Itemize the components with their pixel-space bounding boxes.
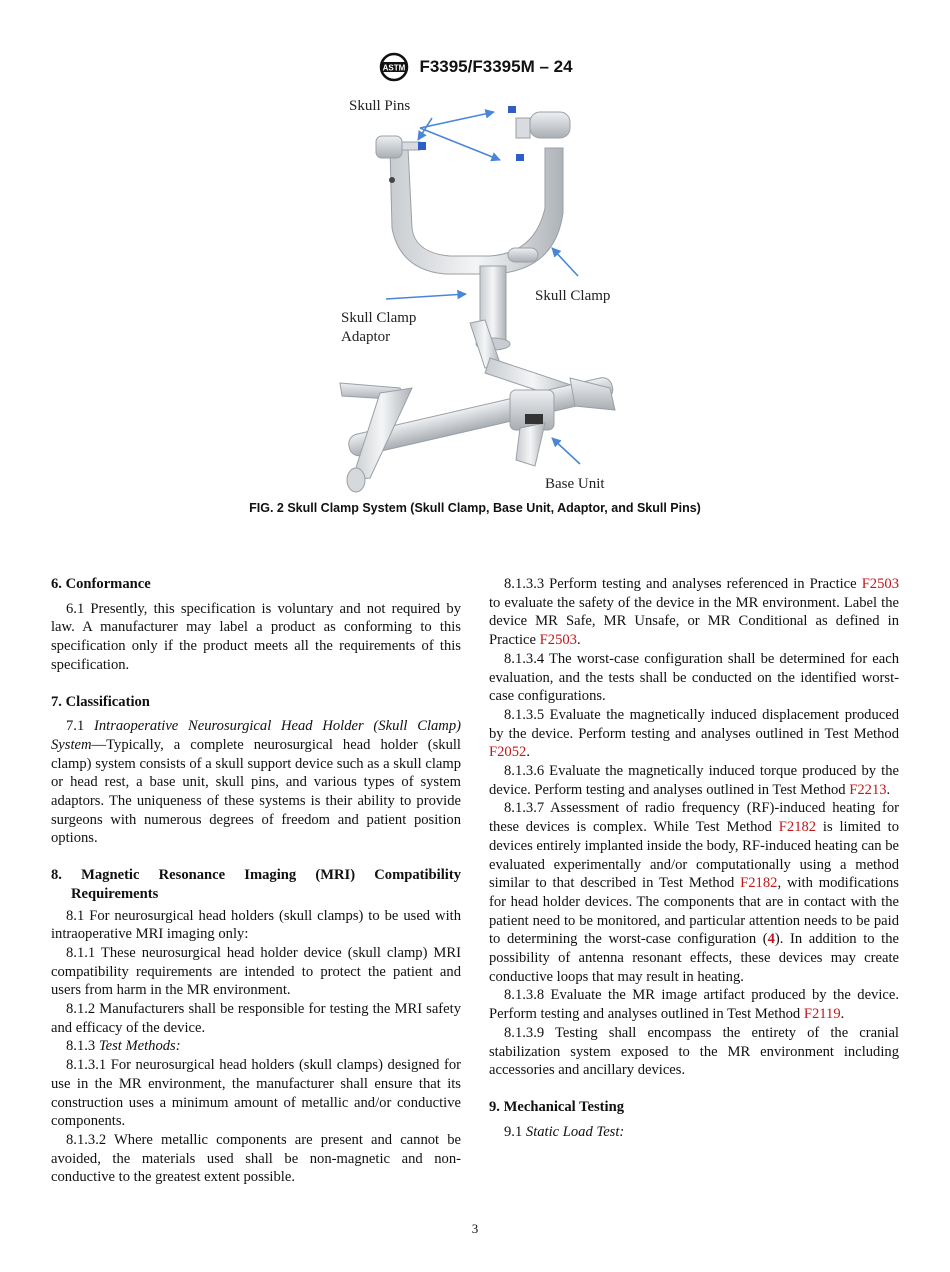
para-8-1-3-5: 8.1.3.5 Evaluate the magnetically induced displacement produced by the device. Perform testing and analyses outlined in Test Method F2052. [489,706,899,761]
label-skull-clamp: Skull Clamp [535,288,611,304]
term-italic: Intraoperative Neurosurgical Head Holder (Skull Clamp) System [51,718,461,753]
para-6-1: 6.1 Presently, this specification is voluntary and not required by law. A manufacturer may label a product as conforming to this specification only if the product meets all the requirements of this specification. [51,600,461,673]
para-8-1-3-2: 8.1.3.2 Where metallic components are present and cannot be avoided, the materials used shall be non-magnetic and non-conductive to the greatest extent possible. [51,1131,461,1186]
section-9-heading: 9. Mechanical Testing [489,1098,624,1115]
para-8-1-2: 8.1.2 Manufacturers shall be responsible for testing the MRI safety and efficacy of the device. [51,1001,461,1036]
section-6-heading: 6. Conformance [51,576,151,592]
svg-text:ASTM: ASTM [383,63,406,73]
label-skull-clamp-adaptor [341,309,416,347]
page-header [0,52,950,82]
para-8-1-3-7: 8.1.3.7 Assessment of radio frequency (RF)-induced heating for these devices is complex. While Test Method F2182 is limited to devices entirely implanted inside the body, RF-induced heating can be evaluated experimentally and/or computationally using a method similar to that described in Test Method F2182, with modifications for head holder devices. The components that are in contact with the patient need to be monitored, and particular attention needs to be paid to determining the worst-case configuration (4). In addition to the possibility of antenna resonant effects, these devices may create conductive loops that may result in heating. [489,800,899,985]
standard-designation: F3395/F3395M – 24 [419,57,573,76]
para-7-1: 7.1 Intraoperative Neurosurgical Head Holder (Skull Clamp) System—Typically, a complete neurosurgical head holder (skull clamp) system consists of a skull support device such as a skull clamp or head rest, a base unit, skull pins, and various types of system adaptors. The uniqueness of these systems is their ability to provide surgeons with numerous degrees of freedom and patient position options. [51,718,461,847]
label-adaptor-line1: Skull Clamp [341,310,417,326]
para-8-1-1: 8.1.1 These neurosurgical head holder device (skull clamp) MRI compatibility requirements are intended to protect the patient and users from harm in the MR environment. [51,944,461,999]
link-f2182[interactable]: F2182 [740,875,778,892]
para-8-1: 8.1 For neurosurgical head holders (skull clamps) to be used with intraoperative MRI imaging only: [51,907,461,943]
astm-logo [377,52,411,82]
right-column [489,575,899,1141]
link-f2503[interactable]: F2503 [861,576,899,592]
para-8-1-3-9: 8.1.3.9 Testing shall encompass the entirety of the cranial stabilization system exposed to the MR environment including accessories and ancillary devices. [489,1024,899,1079]
link-f2503[interactable]: F2503 [539,632,577,649]
link-f2119[interactable]: F2119 [803,1006,841,1023]
link-f2182[interactable]: F2182 [778,819,817,836]
para-8-1-3-4: 8.1.3.4 The worst-case configuration shall be determined for each evaluation, and the tests shall be conducted on the identified worst-case configurations. [489,650,899,705]
para-8-1-3-6: 8.1.3.6 Evaluate the magnetically induced torque produced by the device. Perform testing and analyses outlined in Test Method F2213. [489,763,899,798]
para-8-1-3-3: 8.1.3.3 Perform testing and analyses referenced in Practice F2503 to evaluate the safety of the device in the MR environment. Label the device MR Safe, MR Unsafe, or MR Conditional as defined in Practice F2503. [489,576,899,649]
label-adaptor-line2: Adaptor [341,329,391,345]
page-number: 3 [471,1221,479,1236]
para-8-1-3-8: 8.1.3.8 Evaluate the MR image artifact produced by the device. Perform testing and analyses outlined in Test Method F2119. [489,987,899,1023]
left-column [51,575,461,1187]
reference-4[interactable]: 4 [767,931,775,948]
para-8-1-3-1: 8.1.3.1 For neurosurgical head holders (skull clamps) designed for use in the MR environment, the manufacturer shall ensure that its construction uses a minimum amount of metallic and/or conductive components. [51,1057,461,1130]
para-8-1-3: 8.1.3 Test Methods: [66,1038,181,1055]
section-7-heading: 7. Classification [51,693,150,710]
para-9-1: 9.1 Static Load Test: [504,1123,625,1140]
section-8-heading: 8. Magnetic Resonance Imaging (MRI) Compatibility Requirements [51,867,461,902]
label-base-unit: Base Unit [545,476,605,492]
link-f2213[interactable]: F2213 [849,781,887,798]
link-f2052[interactable]: F2052 [489,744,527,761]
figure-caption: FIG. 2 Skull Clamp System (Skull Clamp, Base Unit, Adaptor, and Skull Pins) [249,501,701,515]
label-skull-pins: Skull Pins [349,98,411,114]
